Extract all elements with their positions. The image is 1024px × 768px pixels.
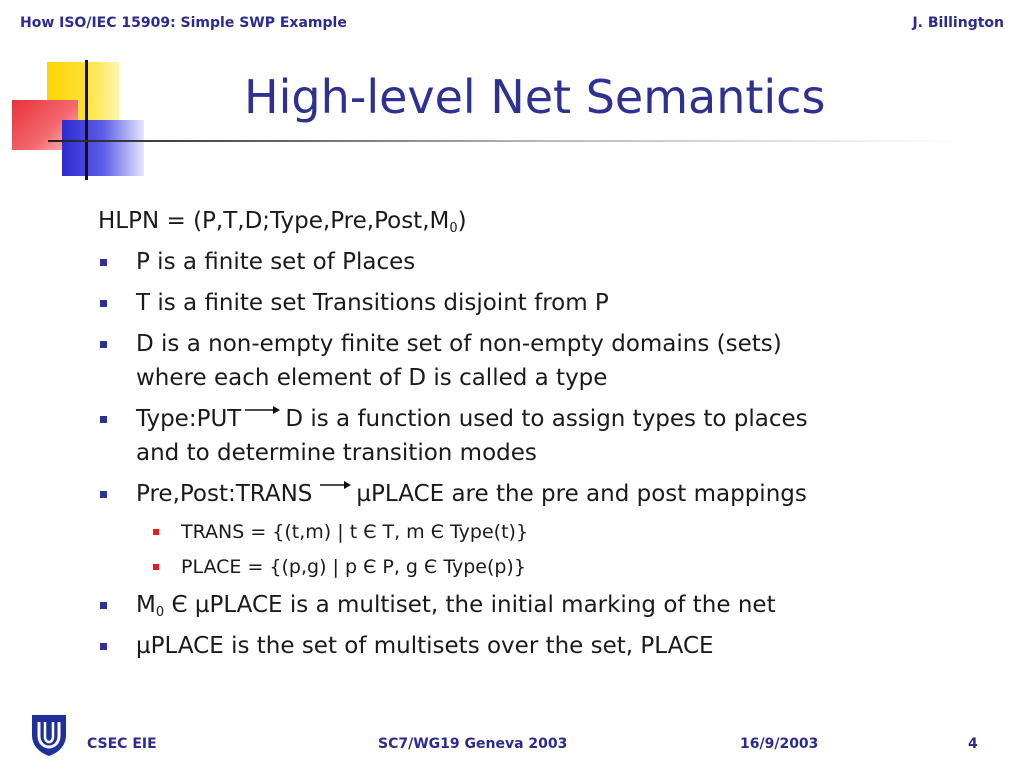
bullet-initial-marking (98, 588, 998, 622)
bullet-places (98, 245, 998, 279)
arrow-right-icon (243, 410, 281, 430)
bullet-transitions (98, 286, 998, 320)
bullet-multisets (98, 629, 998, 663)
bullet-marker (100, 300, 107, 307)
bullet-text: and to determine transition modes (136, 440, 537, 466)
bullet-text: D is a non-empty finite set of non-empty domains (sets) (136, 331, 782, 357)
footer-org: CSEC EIE (87, 736, 157, 752)
footer-event: SC7/WG19 Geneva 2003 (378, 736, 568, 752)
header-author: J. Billington (912, 15, 1004, 31)
bullet-text: Pre,Post:TRANS (136, 481, 313, 507)
hlpn-subscript: 0 (449, 221, 458, 236)
bullet-marker (100, 602, 107, 609)
bullet-subscript: 0 (155, 605, 165, 620)
bullet-text: µPLACE is the set of multisets over the set, PLACE (136, 633, 714, 659)
bullet-domains (98, 327, 998, 361)
bullet-text: where each element of D is called a type (136, 365, 608, 391)
page-number: 4 (968, 736, 978, 752)
footer-date: 16/9/2003 (740, 736, 819, 752)
title-underline (48, 140, 963, 142)
subbullet-place (98, 553, 998, 581)
bullet-text: P is a finite set of Places (136, 249, 416, 275)
decor-blue-square (62, 120, 144, 176)
bullet-marker (100, 341, 107, 348)
subbullet-trans (98, 518, 998, 546)
slide-body (98, 204, 998, 663)
subbullet-text: PLACE = {(p,g) | p Є P, g Є Type(p)} (181, 556, 526, 578)
subbullet-marker (153, 529, 159, 535)
hlpn-definition (98, 204, 998, 238)
subbullet-text: TRANS = {(t,m) | t Є T, m Є Type(t)} (181, 521, 529, 543)
arrow-right-icon (314, 485, 352, 505)
slide-title: High-level Net Semantics (244, 70, 826, 124)
subbullet-marker (153, 564, 159, 570)
header-presentation-title: How ISO/IEC 15909: Simple SWP Example (20, 15, 347, 31)
bullet-marker (100, 416, 107, 423)
bullet-text: Type:PUT (136, 406, 242, 432)
bullet-text: M (136, 592, 156, 618)
hlpn-text: HLPN = (P,T,D;Type,Pre,Post,M (98, 208, 450, 234)
bullet-pre-post (98, 477, 998, 511)
university-shield-logo (30, 713, 68, 757)
bullet-text: T is a finite set Transitions disjoint from P (136, 290, 609, 316)
bullet-marker (100, 491, 107, 498)
hlpn-close: ) (457, 208, 467, 234)
decor-vertical-line (85, 60, 88, 180)
bullet-text: D is a function used to assign types to places (285, 406, 808, 432)
bullet-type-continued (98, 436, 998, 470)
bullet-marker (100, 643, 107, 650)
bullet-domains-continued (98, 361, 998, 395)
bullet-text: Є µPLACE is a multiset, the initial marking of the net (164, 592, 776, 618)
bullet-marker (100, 259, 107, 266)
bullet-type-function (98, 402, 998, 436)
bullet-text: µPLACE are the pre and post mappings (356, 481, 807, 507)
